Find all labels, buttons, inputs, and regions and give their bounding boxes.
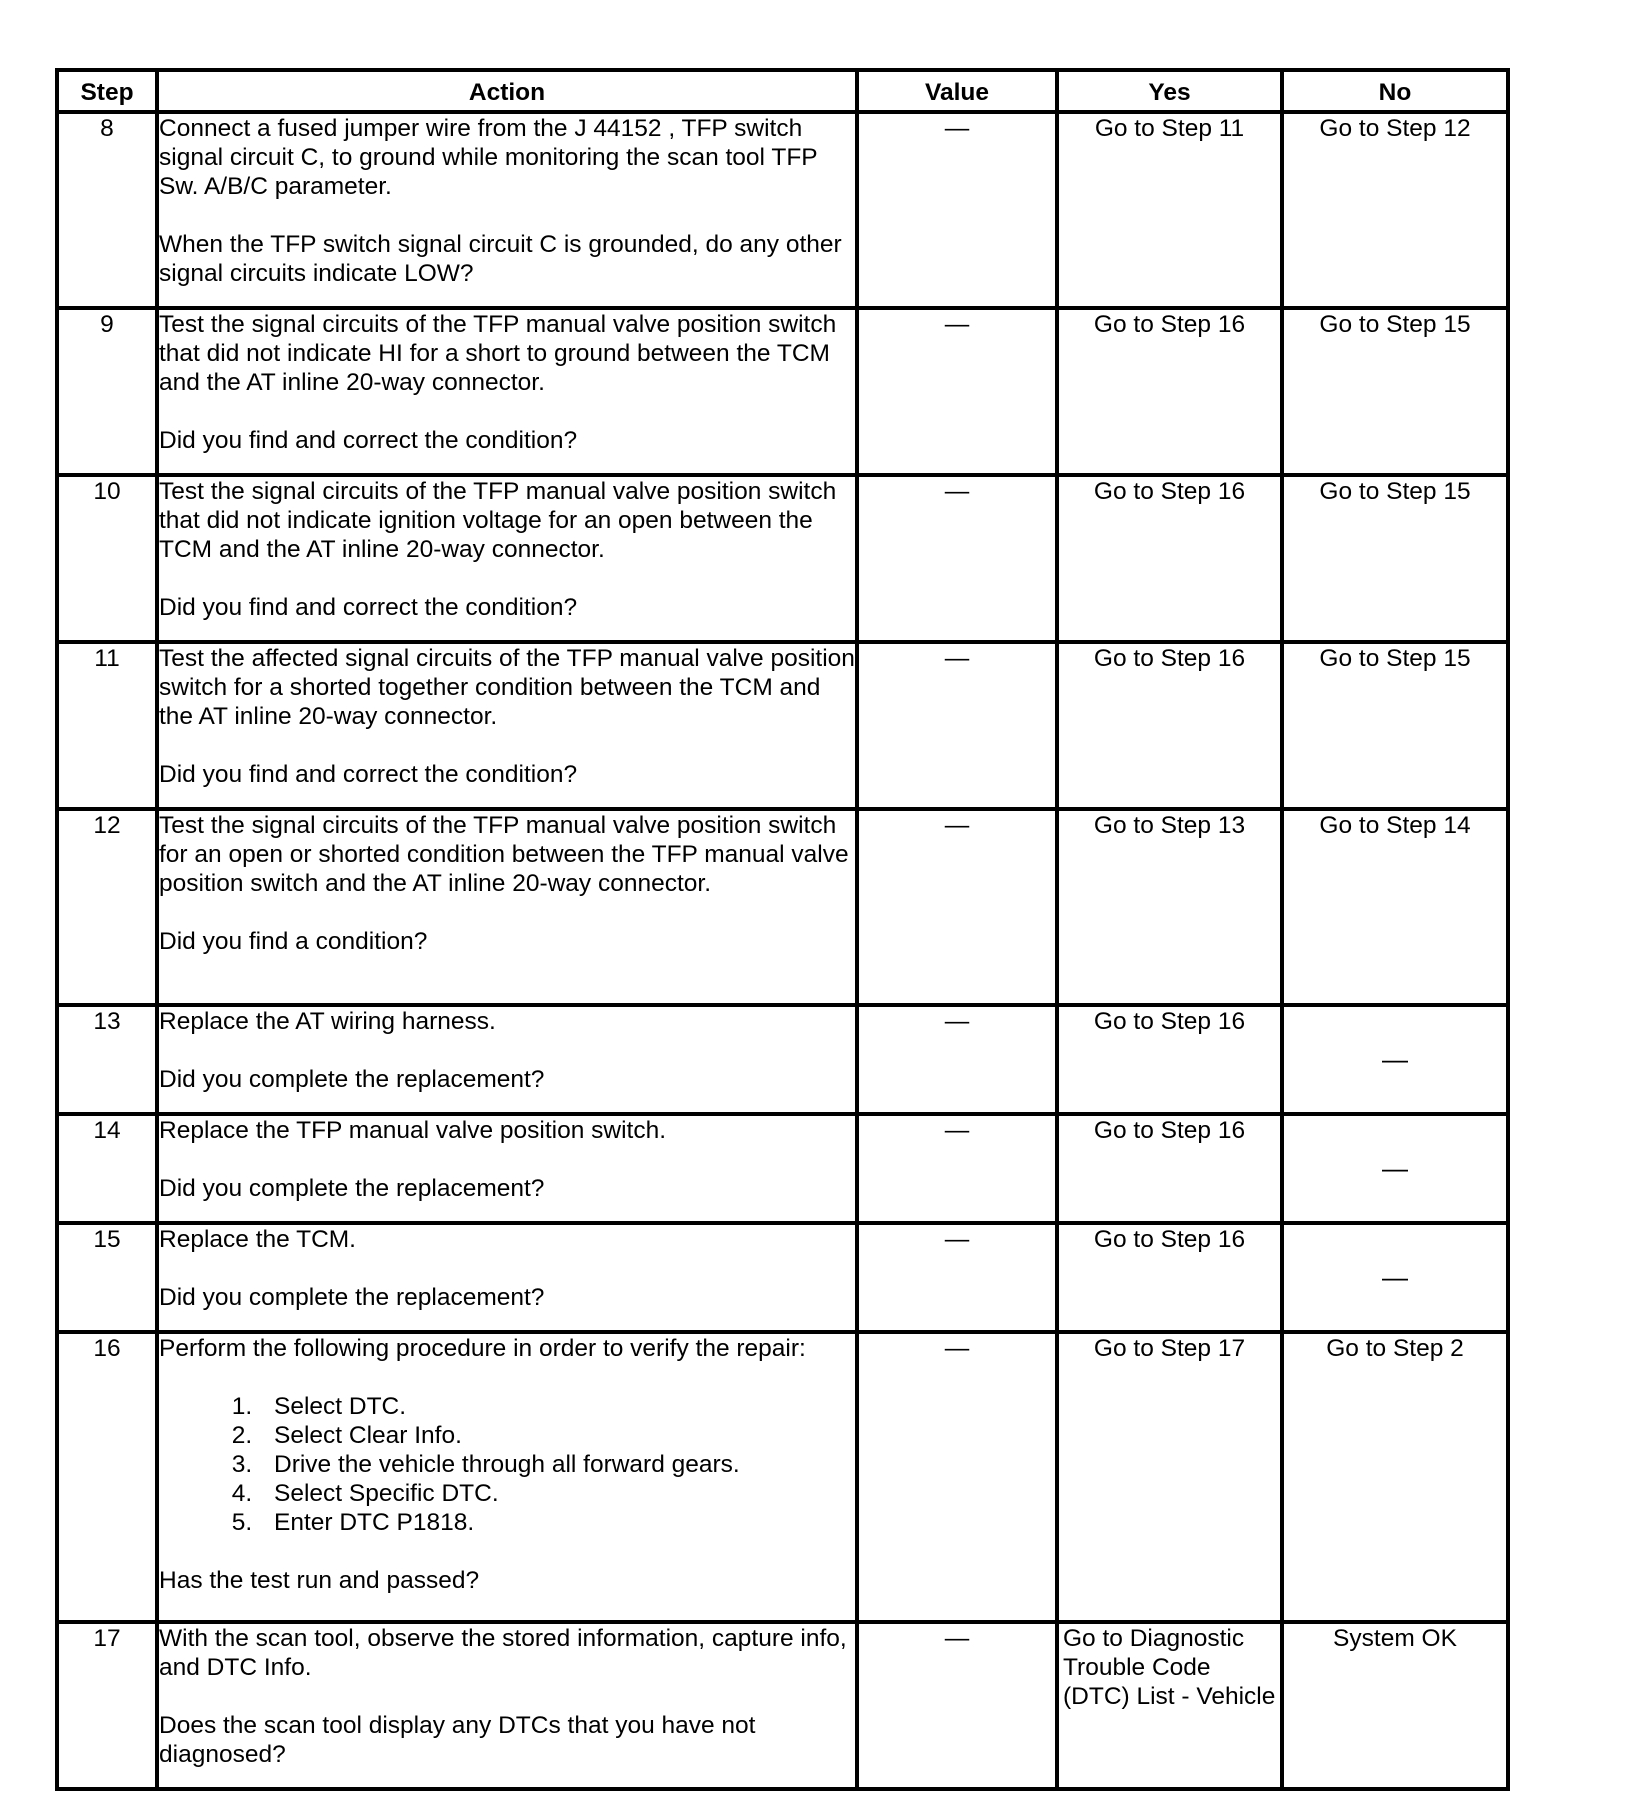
action-question: When the TFP switch signal circuit C is grounded, do any other signal circuits indicate LOW? — [159, 231, 842, 287]
no-link[interactable]: Go to Step 2 — [1282, 1332, 1508, 1622]
value-cell: — — [857, 1223, 1057, 1332]
table-header-row — [57, 70, 1508, 112]
header-action: Action — [157, 70, 857, 112]
no-link[interactable]: Go to Step 15 — [1282, 642, 1508, 809]
procedure-step: 5. Enter DTC P1818. — [259, 1508, 855, 1537]
yes-link[interactable]: Go to Step 16 — [1057, 1005, 1282, 1114]
table-row — [57, 1622, 1508, 1789]
yes-link[interactable]: Go to Diagnostic Trouble Code (DTC) List - Vehicle — [1057, 1622, 1282, 1789]
action-cell — [157, 1114, 857, 1223]
action-instruction: Perform the following procedure in order to verify the repair: — [159, 1335, 806, 1362]
yes-link[interactable]: Go to Step 13 — [1057, 809, 1282, 1005]
no-cell: — — [1282, 1114, 1508, 1223]
step-number: 8 — [57, 112, 157, 308]
diagnostic-steps-table — [55, 68, 1510, 1791]
no-link[interactable]: Go to Step 14 — [1282, 809, 1508, 1005]
value-cell: — — [857, 1114, 1057, 1223]
action-question: Did you complete the replacement? — [159, 1175, 545, 1202]
procedure-step: 3. Drive the vehicle through all forward gears. — [259, 1450, 855, 1479]
yes-link[interactable]: Go to Step 16 — [1057, 642, 1282, 809]
header-no: No — [1282, 70, 1508, 112]
action-cell — [157, 809, 857, 1005]
procedure-step: 4. Select Specific DTC. — [259, 1479, 855, 1508]
yes-link[interactable]: Go to Step 17 — [1057, 1332, 1282, 1622]
action-instruction: Replace the TFP manual valve position switch. — [159, 1117, 667, 1144]
yes-link[interactable]: Go to Step 16 — [1057, 475, 1282, 642]
no-link[interactable]: Go to Step 15 — [1282, 308, 1508, 475]
action-question: Did you find a condition? — [159, 928, 428, 955]
step-number: 11 — [57, 642, 157, 809]
action-cell — [157, 1005, 857, 1114]
step-number: 16 — [57, 1332, 157, 1622]
header-yes: Yes — [1057, 70, 1282, 112]
action-instruction: Connect a fused jumper wire from the J 44152 , TFP switch signal circuit C, to ground while monitoring the scan tool TFP Sw. A/B/C parameter. — [159, 115, 818, 200]
no-cell: — — [1282, 1223, 1508, 1332]
table-row — [57, 112, 1508, 308]
action-instruction: Replace the AT wiring harness. — [159, 1008, 496, 1035]
table-row — [57, 1223, 1508, 1332]
action-instruction: Replace the TCM. — [159, 1226, 356, 1253]
value-cell: — — [857, 1622, 1057, 1789]
value-cell: — — [857, 1005, 1057, 1114]
table-row — [57, 1332, 1508, 1622]
procedure-list — [159, 1392, 855, 1537]
action-question: Did you complete the replacement? — [159, 1066, 545, 1093]
value-cell: — — [857, 475, 1057, 642]
action-question: Did you find and correct the condition? — [159, 427, 578, 454]
action-question: Did you complete the replacement? — [159, 1284, 545, 1311]
value-cell: — — [857, 112, 1057, 308]
step-number: 10 — [57, 475, 157, 642]
action-cell — [157, 1622, 857, 1789]
table-row — [57, 809, 1508, 1005]
action-instruction: Test the signal circuits of the TFP manual valve position switch that did not indicate HI for a short to ground between the TCM and the AT inline 20-way connector. — [159, 311, 837, 396]
action-cell — [157, 112, 857, 308]
table-row — [57, 1005, 1508, 1114]
table-row — [57, 308, 1508, 475]
step-number: 9 — [57, 308, 157, 475]
procedure-step: 2. Select Clear Info. — [259, 1421, 855, 1450]
step-number: 12 — [57, 809, 157, 1005]
action-question: Has the test run and passed? — [159, 1567, 480, 1594]
step-number: 15 — [57, 1223, 157, 1332]
table-row — [57, 1114, 1508, 1223]
action-cell — [157, 475, 857, 642]
no-result: System OK — [1282, 1622, 1508, 1789]
header-value: Value — [857, 70, 1057, 112]
value-cell: — — [857, 642, 1057, 809]
procedure-step: 1. Select DTC. — [259, 1392, 855, 1421]
action-instruction: Test the signal circuits of the TFP manual valve position switch that did not indicate ignition voltage for an open between the TCM and the AT inline 20-way connector. — [159, 478, 837, 563]
action-cell — [157, 1223, 857, 1332]
value-cell: — — [857, 809, 1057, 1005]
no-link[interactable]: Go to Step 12 — [1282, 112, 1508, 308]
action-cell — [157, 308, 857, 475]
value-cell: — — [857, 308, 1057, 475]
action-instruction: Test the affected signal circuits of the TFP manual valve position switch for a shorted together condition between the TCM and the AT inline 20-way connector. — [159, 645, 855, 730]
action-cell — [157, 1332, 857, 1622]
action-cell — [157, 642, 857, 809]
table-row — [57, 475, 1508, 642]
action-instruction: Test the signal circuits of the TFP manual valve position switch for an open or shorted condition between the TFP manual valve position switch and the AT inline 20-way connector. — [159, 812, 849, 897]
yes-link[interactable]: Go to Step 16 — [1057, 1114, 1282, 1223]
yes-link[interactable]: Go to Step 16 — [1057, 1223, 1282, 1332]
table-row — [57, 642, 1508, 809]
action-question: Does the scan tool display any DTCs that you have not diagnosed? — [159, 1712, 756, 1768]
no-link[interactable]: Go to Step 15 — [1282, 475, 1508, 642]
yes-link[interactable]: Go to Step 16 — [1057, 308, 1282, 475]
step-number: 14 — [57, 1114, 157, 1223]
step-number: 13 — [57, 1005, 157, 1114]
header-step: Step — [57, 70, 157, 112]
action-question: Did you find and correct the condition? — [159, 594, 578, 621]
step-number: 17 — [57, 1622, 157, 1789]
value-cell: — — [857, 1332, 1057, 1622]
no-cell: — — [1282, 1005, 1508, 1114]
action-question: Did you find and correct the condition? — [159, 761, 578, 788]
action-instruction: With the scan tool, observe the stored information, capture info, and DTC Info. — [159, 1625, 847, 1681]
yes-link[interactable]: Go to Step 11 — [1057, 112, 1282, 308]
